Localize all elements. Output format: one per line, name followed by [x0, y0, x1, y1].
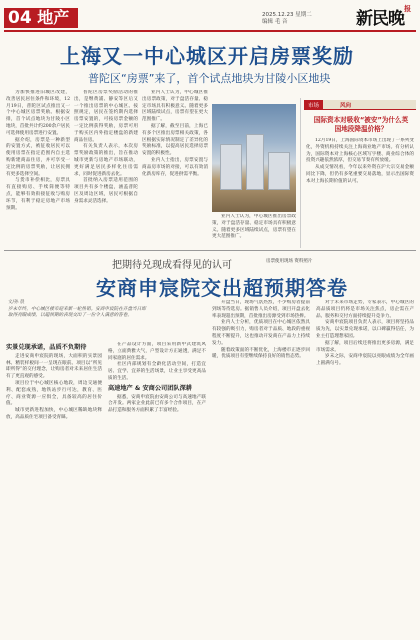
issue-date: 2025.12.23 星期二 — [262, 12, 312, 18]
section-subhead: 实景兑现承诺，品质不负期待 — [6, 344, 87, 351]
article2-subtitle: 把期待兑现成看得见的认可 — [112, 260, 232, 271]
photo-building — [268, 152, 290, 190]
article1-column-4 — [212, 214, 296, 250]
market-bar — [304, 100, 416, 110]
article1-column-3 — [142, 90, 208, 248]
sidebar-body — [306, 138, 414, 246]
paragraph: 12月19日，上海国际资本市场上出现了一系列变化，外资机构持续关注上海商业地产市场。有分析认为，国际资本对上海核心区域写字楼、商业综合体的投资兴趣依然浓厚，但交易节奏有所放缓。 — [306, 138, 414, 164]
article2-column-4 — [316, 300, 414, 636]
header-rule — [4, 30, 416, 32]
editor-line: 编辑 毛 音 — [262, 19, 288, 25]
paragraph: 普陀区房票奖励活动的推出，是继黄浦、静安等区后又一个推出房票的中心城区。按照规定，居民在签约期内选择房票安置的，可按房票金额的一定比例获得奖励，房票可用于购买区内外指定楼盘的新建商品住房。 — [74, 90, 138, 143]
intro-text: 岁末年终，中心城区楼市迎来新一轮热销。安商申宸院在开盘当日即取得亮眼成绩，以超预期的表现交出了一份令人满意的答卷。 — [8, 306, 146, 319]
market-label-2: 风向 — [340, 103, 352, 109]
paragraph: 有关负责人表示，本次房票奖励政策的推出，旨在推动城市更新与房地产市场联动，更好满足居民多样化住房需求，同时促进新房去化。 — [74, 144, 138, 177]
photo-caption: 房票使用现场 资料照片 — [266, 259, 313, 264]
date-info — [262, 12, 312, 26]
paragraph: 项目位于中心城区核心地段，周边交通便利、配套成熟，地铁站步行可达，教育、医疗、商业资源一应俱全，具备较高的居住价值。 — [6, 380, 102, 407]
paragraph: 据悉，安商申宸院由安商公司与高速地产联合开发。两家企业此前已有多个合作项目，在产品打造和服务方面积累了丰富经验。 — [108, 394, 206, 414]
paragraph: 开盘当日，现场气氛热烈，不少购房者提前到场等待选房。据销售人员介绍，项目开盘去化率表现超出预期，首批推出房源受到市场热捧。 — [212, 300, 310, 319]
article-photo — [212, 104, 296, 212]
paragraph: 社区内部规划有全龄化活动空间，打造宜居、宜学、宜养的生活场景，让业主享受更高品质的生活。 — [108, 362, 206, 381]
article2-column-2 — [108, 342, 206, 636]
paragraph: 业内人士认为，中心城区推出房票政策，对于盘活存量、稳定市场具有积极意义。随着更多区域陆续试点，房票有望在更大范围推广。 — [212, 214, 296, 240]
paragraph: 安商申宸院项目负责人表示，项目将坚持品质为先，以实景兑现承诺，以口碑赢得信任，为业主打造理想家园。 — [316, 320, 414, 339]
paragraph: 据介绍，房票是一种新型的安置方式，被征收居民可以使用房票在指定范围内自主选购新建商品住房，并可享受一定比例的房票奖励，让居民拥有更多选择空间。 — [6, 137, 70, 177]
paragraph: 业内人士认为，中心城区推出房票政策，对于盘活存量、稳定市场具有积极意义。随着更多区域陆续试点，房票有望在更大范围推广。 — [142, 90, 208, 123]
section-divider — [4, 250, 416, 251]
paragraph: 为加快推进旧城区改建，改善居民居住条件和环境，12月19日，普陀区试点推出又一个中心城区房票奖励。根据安排，首个试点地块为甘陵小区地块，首批共计约200余户居民可选择使用房票进行安置。 — [6, 90, 70, 136]
section-title: 地产 — [37, 8, 70, 27]
article2-intro — [8, 300, 148, 338]
paragraph: 业内人士分析，优质项目在中心城区依然具有较强的吸引力，购房者对于品质、地段的重视程度不断提升，这也推动开发商在产品力上持续发力。 — [212, 320, 310, 346]
paragraph: 业内人士指出，房票安置与商品房市场的对接，可以有效消化新房库存，促进供需平衡。 — [142, 157, 208, 177]
paragraph: 首批纳入房票适用范围的项目共有多个楼盘，涵盖普陀区及周边区域，居民可根据自身需求灵活选择。 — [74, 178, 138, 204]
market-label: 市场 — [304, 100, 323, 110]
page-header — [0, 0, 420, 30]
sidebar-title: 国际资本对吸收“被安”为什么英国地段降温价格？ — [313, 116, 409, 133]
article2-column-3 — [212, 300, 310, 636]
section-number: 04 — [8, 8, 32, 28]
paragraph: 与货币补偿相比，房票具有直接购房、手续简便等特点，能够有效衔接征收与购房环节，有利于稳定房地产市场预期。 — [6, 178, 70, 211]
article1-headline: 上海又一中心城区开启房票奖励 — [60, 44, 354, 68]
masthead-name: 新民晚 — [356, 9, 404, 29]
masthead-small: 报 — [404, 5, 410, 13]
photo-building — [220, 144, 242, 190]
article1-column-2 — [74, 90, 138, 248]
paragraph: 在产品设计方面，项目采用新中式建筑风格，立面典雅大气，户型设计方正通透，满足不同家庭的居住需求。 — [108, 342, 206, 361]
paragraph: 据了解，截至目前，上海已有多个区推出房票相关政策，各区根据实际情况制定了差异化的奖励标准，以提高居民选择房票安置的积极性。 — [142, 123, 208, 157]
section-subhead: 高速地产 & 安商公司团队深耕 — [108, 384, 192, 392]
column-divider — [300, 98, 301, 248]
section-badge — [4, 8, 78, 28]
photo-building — [246, 134, 264, 190]
paragraph: 对于未来市场走势，专家表示，中心城区的高品质项目仍将是市场关注焦点，房企需在产品、服务和交付方面持续提升竞争力。 — [316, 300, 414, 319]
article2-headline: 安商申宸院交出超预期答卷 — [96, 276, 348, 300]
paragraph: 从成交情况看，今年以来外资在沪大宗交易金额同比下降，但仍有多笔重要交易落地，显示出国际资本对上海长期价值的认可。 — [306, 165, 414, 184]
article2-column-1 — [6, 342, 102, 636]
paragraph: 走进安商申宸院的现场，大面积的实景园林、精装样板间一一呈现在眼前。项目以“所见即所得”的交付理念，让购房者对未来居住生活有了更直观的感受。 — [6, 353, 102, 380]
paragraph: 随着政策面的不断优化，上海楼市正逐步回暖，优质项目有望继续保持良好的销售态势。 — [212, 347, 310, 360]
article1-subhead: 普陀区“房票”来了，首个试点地块为甘陵小区地块 — [88, 72, 331, 85]
paragraph: 据了解，项目后续还将推出更多房源，满足市场需求。 — [316, 340, 414, 353]
byline: 文/孙 晨 — [8, 300, 25, 305]
newspaper-masthead — [356, 4, 410, 29]
paragraph: 岁末之际，安商申宸院以亮眼成绩为全年画上圆满句号。 — [316, 354, 414, 367]
article1-column-1 — [6, 90, 70, 248]
paragraph: 城市更新进程加快，中心城区稀缺地块释放，高品质住宅项目备受青睐。 — [6, 408, 102, 420]
